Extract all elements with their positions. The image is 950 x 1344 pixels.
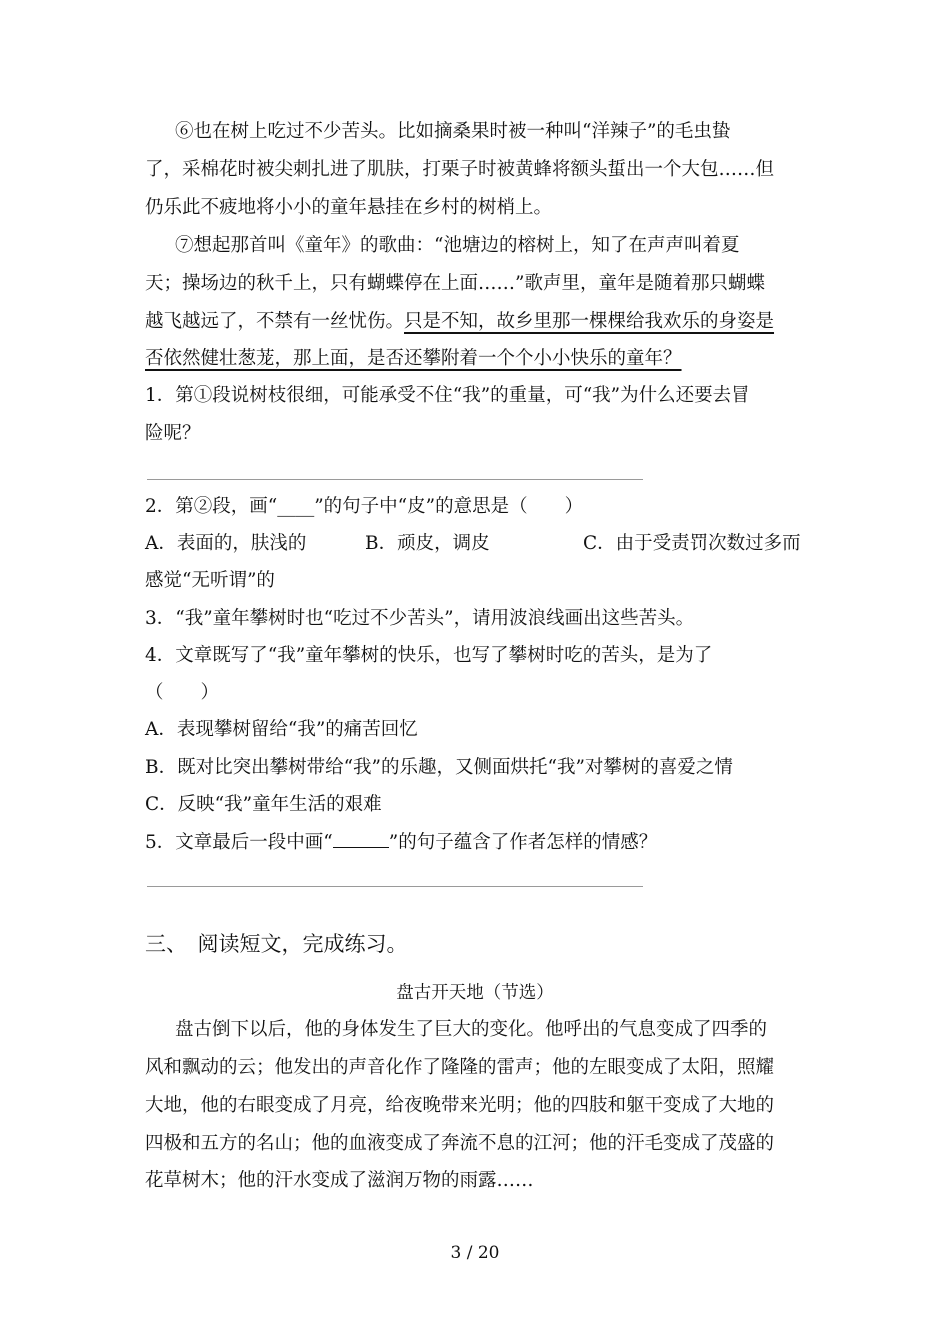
underline-sample (333, 831, 389, 848)
question-4-option-c: C．反映“我”童年生活的艰难 (145, 794, 382, 815)
answer-line-5[interactable] (147, 886, 643, 887)
underlined-sentence-part-1: 只是不知，故乡里那一棵棵给我欢乐的身姿是 (404, 311, 775, 332)
question-1-line-1: 1．第①段说树枝很细，可能承受不住“我”的重量，可“我”为什么还要去冒 (145, 385, 750, 406)
paragraph-7-line-1: ⑦想起那首叫《童年》的歌曲：“池塘边的榕树上，知了在声声叫着夏 (175, 235, 740, 256)
paragraph-6-line-3: 仍乐此不疲地将小小的童年悬挂在乡村的树梢上。 (145, 197, 553, 218)
section-3-heading: 三、 阅读短文，完成练习。 (145, 932, 408, 956)
question-5 (145, 831, 810, 855)
paragraph-6-line-1: ⑥也在树上吃过不少苦头。比如摘桑果时被一种叫“洋辣子”的毛虫蛰 (175, 121, 731, 142)
question-4-line-2: （ ） (145, 682, 220, 703)
paragraph-7-line-3-plain: 越飞越远了，不禁有一丝忧伤。 (145, 311, 405, 332)
page-number: 3 / 20 (450, 1243, 500, 1263)
question-5-suffix: ”的句子蕴含了作者怎样的情感？ (388, 832, 658, 853)
passage-line-2: 风和飘动的云；他发出的声音化作了隆隆的雷声；他的左眼变成了太阳，照耀 (145, 1057, 775, 1078)
passage-title: 盘古开天地（节选） (396, 983, 554, 1003)
question-4-line-1: 4．文章既写了“我”童年攀树的快乐，也写了攀树时吃的苦头，是为了 (145, 645, 713, 666)
paragraph-7-line-2: 天；操场边的秋千上，只有蝴蝶停在上面……”歌声里，童年是随着那只蝴蝶 (145, 273, 765, 294)
passage-line-4: 四极和五方的名山；他的血液变成了奔流不息的江河；他的汗毛变成了茂盛的 (145, 1133, 775, 1154)
question-2-options (145, 532, 810, 556)
answer-line-1[interactable] (147, 479, 643, 480)
option-c-continued: 感觉“无听谓”的 (145, 570, 275, 591)
question-3: 3．“我”童年攀树时也“吃过不少苦头”，请用波浪线画出这些苦头。 (145, 608, 695, 629)
question-4-option-b: B．既对比突出攀树带给“我”的乐趣，又侧面烘托“我”对攀树的喜爱之情 (145, 757, 733, 778)
question-1-line-2: 险呢？ (145, 423, 201, 444)
paragraph-7-line-3 (145, 310, 810, 334)
passage-line-1: 盘古倒下以后，他的身体发生了巨大的变化。他呼出的气息变成了四季的 (175, 1019, 768, 1040)
question-4-option-a: A．表现攀树留给“我”的痛苦回忆 (145, 719, 418, 740)
paragraph-6-line-2: 了，采棉花时被尖刺扎进了肌肤，打栗子时被黄蜂将额头蜇出一个大包……但 (145, 159, 775, 180)
passage-line-3: 大地，他的右眼变成了月亮，给夜晚带来光明；他的四肢和躯干变成了大地的 (145, 1095, 775, 1116)
option-c: C．由于受责罚次数过多而 (583, 533, 801, 554)
passage-line-5: 花草树木；他的汗水变成了滋润万物的雨露…… (145, 1170, 534, 1191)
option-a: A．表面的，肤浅的 (145, 533, 307, 554)
question-2: 2．第②段，画“____”的句子中“皮”的意思是（ ） (145, 496, 584, 517)
option-b: B．顽皮，调皮 (365, 533, 490, 554)
question-5-prefix: 5．文章最后一段中画“ (145, 832, 333, 853)
paragraph-7-line-4 (145, 347, 810, 371)
underlined-sentence-part-2: 否依然健壮葱茏，那上面，是否还攀附着一个个小小快乐的童年？ (145, 348, 682, 369)
